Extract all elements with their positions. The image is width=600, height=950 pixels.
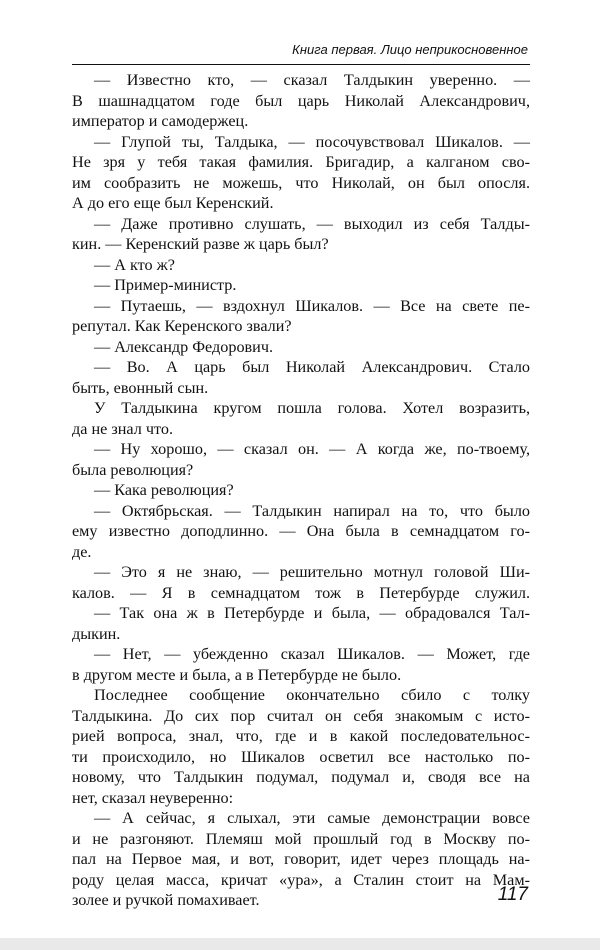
text-line: — Октябрьская. — Талдыкин напирал на то, что было (94, 501, 530, 520)
text-line: золее и ручкой помахивает. (72, 891, 260, 909)
text-line: — Это я не знаю, — решительно мотнул головой Ши- (94, 563, 530, 581)
text-line: быть, евонный сын. (72, 378, 209, 397)
text-line: — Путаешь, — вздохнул Шикалов. — Все на свете пе- (94, 296, 530, 315)
text-line: — Ну хорошо, — сказал он. — А когда же, по-твоему, (94, 440, 530, 458)
text-line: новому, что Талдыкин подумал, подумал и, сводя все на (72, 768, 530, 786)
text-line: Не зря у тебя такая фамилия. Бригадир, а калганом сво- (72, 153, 530, 171)
header-rule (72, 64, 530, 65)
text-line: репутал. Как Керенского звали? (72, 317, 292, 335)
text-line: У Талдыкина кругом пошла голова. Хотел возразить, (94, 399, 530, 417)
text-line: калов. — Я в семнадцатом тож в Петербурде служил. (72, 583, 530, 602)
text-line: де. (72, 542, 92, 561)
text-line: А до его еще был Керенский. (72, 194, 274, 212)
running-head: Книга первая. Лицо неприкосновенное (292, 42, 528, 57)
page-number: 117 (497, 884, 528, 905)
text-line: пал на Первое мая, и вот, говорит, идет через площадь на- (72, 850, 530, 868)
text-line: была революция? (72, 460, 194, 479)
text-line: — Так она ж в Петербурде и была, — обрадовался Тал- (94, 604, 530, 622)
text-line: — Кака революция? (94, 481, 234, 499)
text-line: В шашнадцатом годе был царь Николай Александрович, (72, 91, 530, 110)
text-line: дыкин. (72, 624, 121, 643)
text-line: ти происходило, но Шикалов осветил все настолько по- (72, 747, 530, 766)
text-line: — Даже противно слушать, — выходил из себя Талды- (94, 214, 530, 233)
text-line: — Во. А царь был Николай Александрович. Стало (94, 358, 530, 376)
text-line: нет, сказал неуверенно: (72, 788, 234, 807)
body-text (72, 70, 530, 911)
text-line: — Александр Федорович. (94, 337, 274, 356)
text-line: — Глупой ты, Талдыка, — посочувствовал Шикалов. — (94, 132, 530, 151)
text-line: Талдыкина. До сих пор считал он себя знакомым с исто- (72, 706, 530, 725)
text-line: Последнее сообщение окончательно сбило с толку (94, 686, 530, 704)
text-line: — А кто ж? (94, 255, 175, 274)
text-line: — Пример-министр. (94, 276, 237, 294)
text-line: им сообразить не можешь, что Николай, он был опосля. (72, 173, 530, 192)
text-line: — А сейчас, я слыхал, эти самые демонстрации вовсе (94, 809, 530, 827)
text-line: и не разгоняют. Племяш мой прошлый год в Москву по- (72, 829, 530, 848)
text-line: — Нет, — убежденно сказал Шикалов. — Может, где (94, 645, 530, 663)
text-line: да не знал что. (72, 419, 174, 438)
text-line: император и самодержец. (72, 112, 249, 130)
scan-edge (0, 938, 600, 950)
text-line: роду целая масса, кричат «ура», а Сталин стоит на Мам- (72, 870, 530, 889)
text-line: — Известно кто, — сказал Талдыкин уверенно. — (94, 71, 530, 89)
text-line: кин. — Керенский разве ж царь был? (72, 235, 329, 253)
text-line: ему известно доподлинно. — Она была в семнадцатом го- (72, 522, 530, 540)
text-line: в другом месте и была, а в Петербурде не было. (72, 665, 402, 684)
text-line: рией вопроса, знал, что, где и в какой последовательнос- (72, 727, 530, 745)
